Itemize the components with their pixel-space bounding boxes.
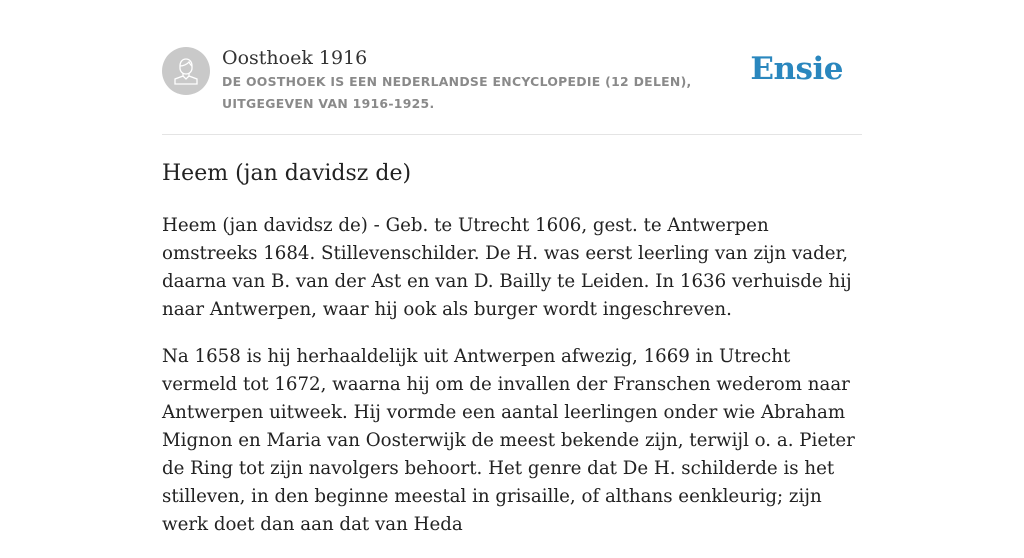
brand-logo[interactable]: Ensie: [750, 51, 843, 87]
source-title[interactable]: Oosthoek 1916: [222, 47, 368, 69]
source-description: DE OOSTHOEK IS EEN NEDERLANDSE ENCYCLOPEDIE (12 DELEN), UITGEGEVEN VAN 1916-1925.: [222, 74, 692, 111]
article-body: [162, 212, 862, 558]
user-icon: [173, 57, 199, 85]
article-paragraph: Na 1658 is hij herhaaldelijk uit Antwerpen afwezig, 1669 in Utrecht vermeld tot 1672, waarna hij om de invallen der Franschen wederom naar Antwerpen uitweek. Hij vormde een aantal leerlingen onder wie Abraham Mignon en Maria van Oosterwijk de meest bekende zijn, terwijl o. a. Pieter de Ring tot zijn navolgers behoort. Het genre dat De H. schilderde is het stilleven, in den beginne meestal in grisaille, of althans eenkleurig; zijn werk doet dan aan dat van Heda: [162, 346, 855, 535]
source-avatar[interactable]: [162, 47, 210, 95]
article-paragraph: Heem (jan davidsz de) - Geb. te Utrecht 1606, gest. te Antwerpen omstreeks 1684. Stillevenschilder. De H. was eerst leerling van zijn vader, daarna van B. van der Ast en van D. Bailly te Leiden. In 1636 verhuisde hij naar Antwerpen, waar hij ook als burger wordt ingeschreven.: [162, 215, 852, 320]
source-info: [222, 46, 762, 115]
source-header: [162, 0, 862, 135]
article-title: Heem (jan davidsz de): [162, 161, 412, 186]
page: [162, 0, 862, 535]
